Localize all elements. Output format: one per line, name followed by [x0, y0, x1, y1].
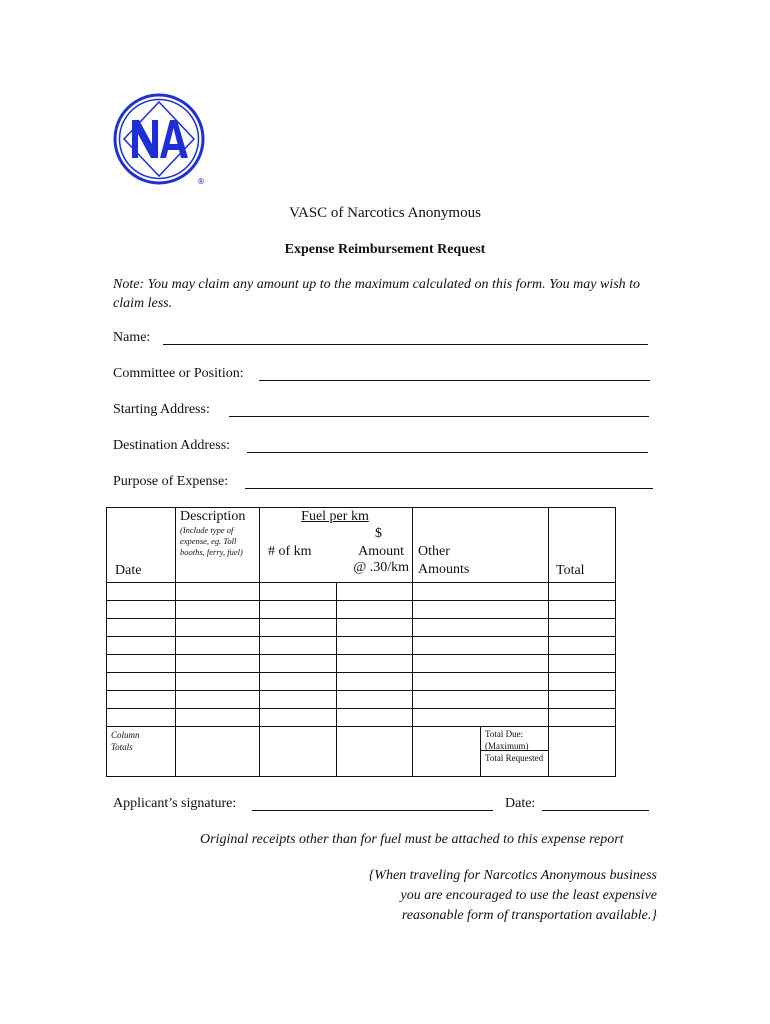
- rate-header: @ .30/km: [353, 560, 409, 575]
- destination-address-input-line[interactable]: [247, 452, 648, 453]
- amounts-header: Amounts: [418, 562, 470, 577]
- table-row[interactable]: [107, 673, 616, 691]
- note-text: Note: You may claim any amount up to the maximum calculated on this form. You may wish to claim less.: [113, 277, 641, 311]
- date-header: Date: [115, 563, 142, 578]
- table-row[interactable]: [107, 601, 616, 619]
- receipts-note: Original receipts other than for fuel must be attached to this expense report: [200, 832, 624, 847]
- travel-note-line: you are encouraged to use the least expensive: [400, 888, 657, 903]
- signature-line[interactable]: [252, 810, 493, 811]
- description-header: Description: [180, 509, 246, 524]
- table-row[interactable]: [107, 619, 616, 637]
- fuel-per-km-header: Fuel per km: [301, 509, 369, 524]
- expense-table: [106, 507, 616, 777]
- dollar-sign: $: [375, 526, 382, 541]
- description-total-cell[interactable]: [176, 727, 260, 777]
- column-totals-label: Column Totals: [111, 730, 140, 752]
- registered-mark: ®: [197, 177, 205, 186]
- starting-address-label: Starting Address:: [113, 402, 210, 417]
- date-label: Date:: [505, 796, 536, 811]
- committee-input-line[interactable]: [259, 380, 650, 381]
- committee-label: Committee or Position:: [113, 366, 244, 381]
- total-header: Total: [556, 563, 585, 578]
- travel-note-line: reasonable form of transportation available.}: [401, 908, 657, 923]
- other-header: Other: [418, 544, 450, 559]
- name-input-line[interactable]: [163, 344, 648, 345]
- grand-total-cell[interactable]: [549, 727, 616, 777]
- amount-header: Amount: [358, 544, 404, 559]
- org-name: VASC of Narcotics Anonymous: [289, 205, 481, 221]
- table-row[interactable]: [107, 709, 616, 727]
- travel-note: [300, 866, 657, 926]
- other-total-cell[interactable]: [413, 727, 549, 777]
- purpose-label: Purpose of Expense:: [113, 474, 229, 489]
- table-row[interactable]: [107, 637, 616, 655]
- totals-row: [107, 727, 616, 777]
- table-row[interactable]: [107, 691, 616, 709]
- destination-address-label: Destination Address:: [113, 438, 231, 453]
- description-note: (Include type of expense, eg. Toll booths, ferry, fuel): [180, 525, 243, 557]
- table-header-row: [107, 508, 616, 583]
- date-line[interactable]: [542, 810, 649, 811]
- na-logo: [112, 92, 208, 188]
- km-total-cell[interactable]: [260, 727, 337, 777]
- starting-address-input-line[interactable]: [229, 416, 649, 417]
- table-row[interactable]: [107, 655, 616, 673]
- name-label: Name:: [113, 330, 151, 345]
- travel-note-line: {When traveling for Narcotics Anonymous business: [368, 868, 657, 883]
- table-row[interactable]: [107, 583, 616, 601]
- total-requested-label: Total Requested: [485, 753, 544, 763]
- amount-total-cell[interactable]: [336, 727, 413, 777]
- form-title: Expense Reimbursement Request: [284, 242, 486, 257]
- km-header: # of km: [268, 544, 312, 559]
- purpose-input-line[interactable]: [245, 488, 653, 489]
- total-due-label: Total Due: (Maximum): [485, 729, 529, 751]
- signature-label: Applicant’s signature:: [113, 796, 237, 811]
